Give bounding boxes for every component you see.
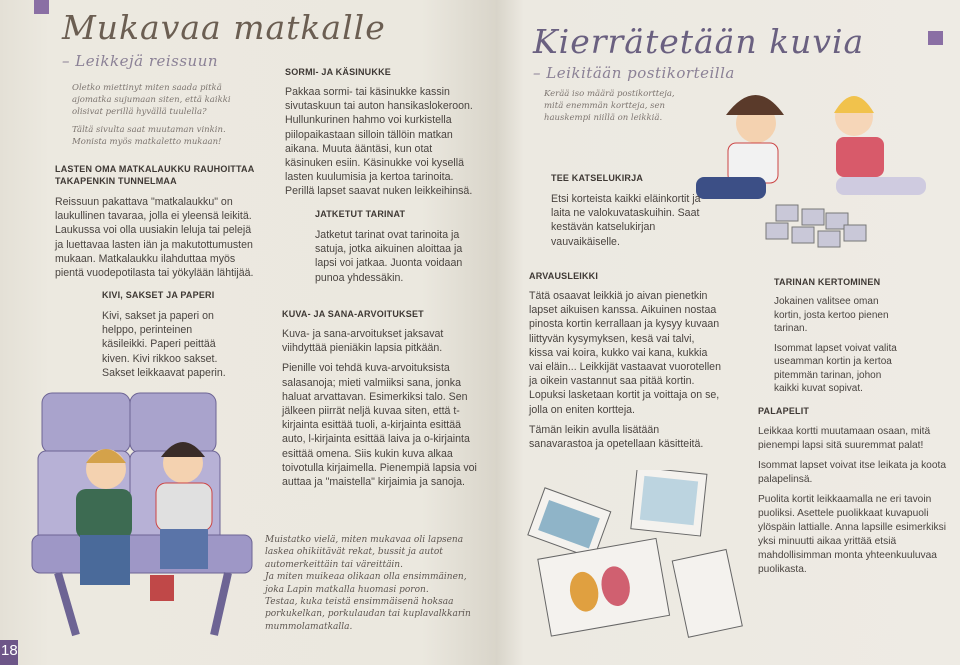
- intro-text: [72, 82, 252, 154]
- section-body: Pakkaa sormi- tai käsinukke kassin sivutaskuun tai auton hansikaslokeroon. Hullunkurinen hahmo voi kurkistella piilopaikastaan silloin tällöin matkan aikana. Muuta ääntäsi, kun otat käsinuken esiin. Käsinukke voi kysellä lasten kuulumisia ja kertoa tarinoita. Perillä lapset saavat nuken leikkeihinsä.: [285, 86, 473, 198]
- section-arvoitukset: [282, 308, 482, 495]
- section-body: Reissuun pakattava "matkalaukku" on laukullinen tavaraa, jolla ei yleensä leikitä. Laukussa voi olla uusiakin leluja tai pelejä ja luettavaa lasten iän ja makutottumusten mukaan. Matkalaukku ilahduttaa myös pientä vuodepotilasta tai yökylään lähtijää.: [55, 196, 254, 280]
- intro-text: Kerää iso määrä postikortteja, mitä enemmän kortteja, sen hauskempi niillä on leikkiä.: [544, 89, 675, 123]
- section-jatketut-tarinat: [315, 208, 480, 291]
- section-heading: TEE KATSELUKIRJA: [551, 173, 644, 183]
- section-kivi-sakset-paperi: [102, 289, 232, 386]
- section-heading: SORMI- JA KÄSINUKKE: [285, 67, 391, 77]
- section-body: Kuva- ja sana-arvoitukset jaksavat viihdyttää pieniäkin lapsia pitkään. Pienille voi tehdä kuva-arvoituksista salasanoja; mieti valmiiksi sana, jonka haluat arvattavan. Esimerkiksi talo. Sen jälkeen piirrät neljä kuvaa siten, että t-kirjainta esittää tuoli, a-kirjainta esittää auto, l-kirjainta esittää laiva ja o-kirjainta esittää omena. Siis kukin kuva alkaa toivotulla kirjaimella. Pienempiä lapsia voi auttaa ja "maistella" kirjaimia ja sanoja.: [282, 328, 477, 489]
- section-arvausleikki: [529, 270, 721, 457]
- decorative-square: [928, 31, 943, 45]
- decorative-square: [34, 0, 49, 14]
- section-heading: KIVI, SAKSET JA PAPERI: [102, 290, 215, 300]
- section-body: Kivi, sakset ja paperi on helppo, perinteinen käsileikki. Paperi peittää kiven. Kivi rikkoo sakset. Sakset leikkaavat paperin.: [102, 310, 226, 379]
- section-heading: JATKETUT TARINAT: [315, 209, 406, 219]
- section-matkalaukku: [55, 163, 260, 286]
- right-page: [496, 0, 960, 665]
- section-body: Etsi korteista kaikki eläinkortit ja laita ne valokuvataskuihin. Saat kestävän katselukirjan vauvaikäiselle.: [551, 193, 701, 248]
- page-title: Kierrätetään kuvia: [533, 22, 865, 61]
- section-heading: ARVAUSLEIKKI: [529, 271, 599, 281]
- section-katselukirja: [551, 172, 721, 255]
- section-body: Jatketut tarinat ovat tarinoita ja satuja, jotka aikuinen aloittaa ja lapsi voi jatkaa. Juonta voidaan punoa yhdessäkin.: [315, 229, 463, 284]
- children-in-car-seat-illustration: [28, 385, 268, 640]
- intro-paragraph: Oletko miettinyt miten saada pitkä ajomatka sujumaan siten, että kaikki olisivat perillä hyvällä tuulella?: [72, 83, 231, 117]
- page-title: Mukavaa matkalle: [62, 8, 386, 47]
- page-subtitle: – Leikitään postikorteilla: [533, 64, 735, 82]
- section-heading: LASTEN OMA MATKALAUKKU RAUHOITTAA TAKAPENKIN TUNNELMAA: [55, 164, 255, 186]
- section-sorminukke: [285, 66, 477, 205]
- closing-text: Muistatko vielä, miten mukavaa oli lapsena laskea ohikiitävät rekat, bussit ja autot automerkeittäin tai väreittäin. Ja miten muikeaa olikaan olla ensimmäinen, joka Lapin matkalla huomasi poron. Testaa, kuka teistä ensimmäisenä hoksaa porkukelkan, porkulaudan tai kuplavalkkarin mummolamatkalla.: [265, 535, 471, 632]
- section-body: Jokainen valitsee oman kortin, josta kertoo pienen tarinan. Isommat lapset voivat valita useamman kortin ja kertoa pitemmän tarinan, johon kaikki kuvat sopivat.: [774, 296, 897, 394]
- section-body: Leikkaa kortti muutamaan osaan, mitä pienempi lapsi sitä suuremmat palat! Isommat lapset voivat itse leikata ja koota palapelinsä. Puolita kortit leikkaamalla ne eri tavoin puoliksi. Asettele puolikkaat kuvapuoli ylöspäin lattialle. Anna lapsille esimerkiksi yksi minuutti aikaa yrittää etsiä mahdollisimman monta yhteenkuuluvaa puolikasta.: [758, 426, 946, 575]
- section-heading: PALAPELIT: [758, 406, 810, 416]
- section-palapelit: [758, 405, 956, 583]
- section-tarinan-kertominen: [774, 276, 904, 402]
- section-heading: TARINAN KERTOMINEN: [774, 277, 881, 287]
- section-heading: KUVA- JA SANA-ARVOITUKSET: [282, 309, 424, 319]
- intro-paragraph: Tältä sivulta saat muutaman vinkin. Monista myös matkaletto mukaan!: [72, 125, 226, 147]
- postcards-illustration: [524, 470, 764, 640]
- page-number: 18: [1, 642, 18, 659]
- section-body: Tätä osaavat leikkiä jo aivan pienetkin lapset aikuisen kanssa. Aikuinen nostaa pinosta kortin kerrallaan ja kysyy kuvaan liittyvän kysymyksen, kesä vai talvi, kissa vai koira, kukko vai kana, kukkia vai eläin... Leikkijät vastaavat vuorotellen ja oikein vastannut saa pitää kortin. Lopuksi lasketaan kortit ja voittaja on se, jolla on eniten kortteja. Tämän leikin avulla lisätään sanavarastoa ja opetellaan käsitteitä.: [529, 290, 721, 451]
- page-subtitle: – Leikkejä reissuun: [62, 52, 219, 70]
